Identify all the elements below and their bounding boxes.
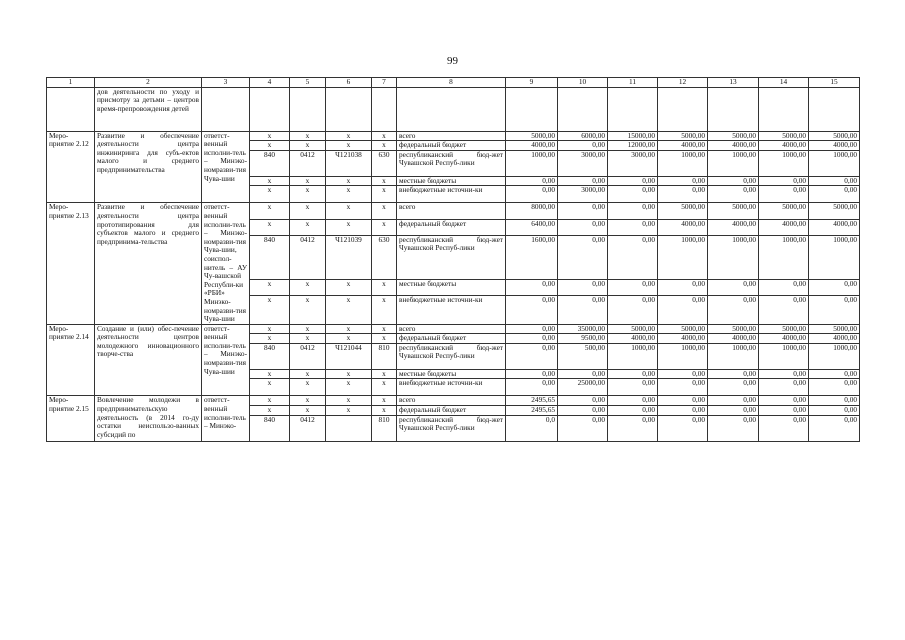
- amount-cell: 0,00: [809, 186, 860, 203]
- code-cell: x: [250, 334, 290, 344]
- amount-cell: 0,00: [506, 186, 558, 203]
- header-cell: 1: [47, 78, 95, 88]
- amount-cell: 0,00: [558, 141, 608, 151]
- header-cell: 10: [558, 78, 608, 88]
- amount-cell: 0,00: [608, 406, 658, 416]
- code-cell: x: [290, 186, 326, 203]
- empty-cell: [397, 87, 506, 131]
- amount-cell: 0,00: [708, 369, 759, 379]
- code-cell: x: [372, 279, 397, 295]
- amount-cell: 0,00: [809, 406, 860, 416]
- amount-cell: 0,00: [708, 415, 759, 441]
- amount-cell: 0,00: [608, 369, 658, 379]
- code-cell: x: [326, 396, 372, 406]
- code-cell: x: [290, 379, 326, 396]
- funding-source: местные бюджеты: [397, 176, 506, 186]
- amount-cell: 4000,00: [608, 334, 658, 344]
- amount-cell: 0,00: [558, 279, 608, 295]
- amount-cell: 0,00: [708, 186, 759, 203]
- code-cell: x: [326, 131, 372, 141]
- amount-cell: 0,00: [558, 203, 608, 219]
- amount-cell: 4000,00: [658, 334, 708, 344]
- amount-cell: 0,00: [759, 186, 809, 203]
- funding-source: федеральный бюджет: [397, 406, 506, 416]
- funding-source: внебюджетные источни-ки: [397, 379, 506, 396]
- amount-cell: 0,00: [658, 279, 708, 295]
- amount-cell: 0,0: [506, 415, 558, 441]
- code-cell: x: [372, 324, 397, 334]
- funding-source: республиканский бюд-жет Чувашской Респуб-лики: [397, 150, 506, 176]
- code-cell: 840: [250, 343, 290, 369]
- code-cell: x: [290, 141, 326, 151]
- code-cell: x: [290, 295, 326, 324]
- code-cell: x: [326, 186, 372, 203]
- amount-cell: 1000,00: [658, 150, 708, 176]
- table-row: [47, 324, 860, 334]
- amount-cell: 0,00: [759, 176, 809, 186]
- amount-cell: 0,00: [506, 369, 558, 379]
- amount-cell: 0,00: [759, 295, 809, 324]
- event-cell: Меро-приятие 2.13: [47, 203, 95, 324]
- amount-cell: 0,00: [658, 406, 708, 416]
- amount-cell: 6400,00: [506, 219, 558, 235]
- header-cell: 4: [250, 78, 290, 88]
- amount-cell: 0,00: [608, 219, 658, 235]
- code-cell: x: [326, 379, 372, 396]
- amount-cell: 5000,00: [809, 203, 860, 219]
- empty-cell: [658, 87, 708, 131]
- amount-cell: 2495,65: [506, 396, 558, 406]
- header-cell: 12: [658, 78, 708, 88]
- amount-cell: 0,00: [506, 176, 558, 186]
- code-cell: x: [250, 219, 290, 235]
- header-cell: 3: [202, 78, 250, 88]
- amount-cell: 1000,00: [506, 150, 558, 176]
- amount-cell: 0,00: [608, 379, 658, 396]
- page-number: 99: [447, 55, 458, 67]
- amount-cell: 0,00: [608, 186, 658, 203]
- amount-cell: 5000,00: [809, 324, 860, 334]
- amount-cell: 6000,00: [558, 131, 608, 141]
- amount-cell: 5000,00: [708, 203, 759, 219]
- code-cell: 840: [250, 415, 290, 441]
- responsible-cell: ответст-венный исполни-тель – Минэко-: [202, 396, 250, 441]
- amount-cell: 5000,00: [759, 324, 809, 334]
- code-cell: 810: [372, 343, 397, 369]
- amount-cell: 1000,00: [658, 235, 708, 279]
- table-row: [47, 87, 860, 131]
- amount-cell: 4000,00: [809, 334, 860, 344]
- table-row: [47, 131, 860, 141]
- amount-cell: 4000,00: [759, 141, 809, 151]
- amount-cell: 4000,00: [759, 219, 809, 235]
- code-cell: x: [250, 369, 290, 379]
- amount-cell: 4000,00: [809, 141, 860, 151]
- code-cell: x: [372, 379, 397, 396]
- code-cell: x: [250, 141, 290, 151]
- code-cell: x: [372, 369, 397, 379]
- empty-cell: [290, 87, 326, 131]
- amount-cell: 0,00: [506, 334, 558, 344]
- code-cell: x: [250, 186, 290, 203]
- responsible-cell: ответст-венный исполни-тель – Минэко-номразви-тия Чува-шии, соиспол-нитель – АУ Чу-вашской Республи-ки «РБИ» Минэко-номразви-тия Чува-шии: [202, 203, 250, 324]
- code-cell: 0412: [290, 343, 326, 369]
- amount-cell: 4000,00: [708, 141, 759, 151]
- amount-cell: 0,00: [506, 295, 558, 324]
- empty-cell: [202, 87, 250, 131]
- amount-cell: 9500,00: [558, 334, 608, 344]
- amount-cell: 4000,00: [708, 334, 759, 344]
- code-cell: x: [250, 176, 290, 186]
- amount-cell: 0,00: [558, 176, 608, 186]
- empty-cell: [250, 87, 290, 131]
- amount-cell: 0,00: [708, 295, 759, 324]
- code-cell: x: [250, 396, 290, 406]
- amount-cell: 0,00: [658, 295, 708, 324]
- code-cell: x: [290, 203, 326, 219]
- code-cell: x: [326, 219, 372, 235]
- code-cell: x: [372, 406, 397, 416]
- amount-cell: 4000,00: [658, 219, 708, 235]
- amount-cell: 1000,00: [759, 343, 809, 369]
- amount-cell: 3000,00: [558, 186, 608, 203]
- code-cell: x: [372, 219, 397, 235]
- amount-cell: 5000,00: [608, 324, 658, 334]
- event-cell: Меро-приятие 2.14: [47, 324, 95, 396]
- code-cell: Ч121039: [326, 235, 372, 279]
- amount-cell: 3000,00: [558, 150, 608, 176]
- amount-cell: 0,00: [809, 369, 860, 379]
- amount-cell: 4000,00: [658, 141, 708, 151]
- amount-cell: 0,00: [759, 369, 809, 379]
- header-row: [47, 78, 860, 88]
- amount-cell: 12000,00: [608, 141, 658, 151]
- code-cell: x: [372, 295, 397, 324]
- code-cell: x: [290, 131, 326, 141]
- empty-cell: [558, 87, 608, 131]
- budget-table: [46, 77, 860, 442]
- event-description: Создание и (или) обес-печение деятельности центров молодежного инновационного творче-ства: [95, 324, 202, 396]
- code-cell: x: [290, 279, 326, 295]
- event-cell: Меро-приятие 2.12: [47, 131, 95, 203]
- event-description: Развитие и обеспечение деятельности центра инжиниринга для субъ-ектов малого и среднего предпринимательства: [95, 131, 202, 203]
- amount-cell: 5000,00: [759, 131, 809, 141]
- amount-cell: 35000,00: [558, 324, 608, 334]
- amount-cell: 0,00: [558, 369, 608, 379]
- amount-cell: 1000,00: [809, 235, 860, 279]
- continuation-desc: дов деятельности по уходу и присмотру за детьми – центров время-препровождения детей: [95, 87, 202, 131]
- amount-cell: 0,00: [658, 176, 708, 186]
- amount-cell: 0,00: [658, 369, 708, 379]
- table-row: [47, 203, 860, 219]
- amount-cell: 0,00: [506, 324, 558, 334]
- amount-cell: 5000,00: [708, 324, 759, 334]
- funding-source: внебюджетные источни-ки: [397, 186, 506, 203]
- event-cell: [47, 87, 95, 131]
- amount-cell: 1000,00: [708, 235, 759, 279]
- funding-source: всего: [397, 131, 506, 141]
- event-cell: Меро-приятие 2.15: [47, 396, 95, 441]
- code-cell: x: [326, 203, 372, 219]
- code-cell: x: [290, 396, 326, 406]
- amount-cell: 0,00: [759, 415, 809, 441]
- header-cell: 15: [809, 78, 860, 88]
- funding-source: всего: [397, 396, 506, 406]
- code-cell: Ч121038: [326, 150, 372, 176]
- code-cell: x: [250, 131, 290, 141]
- code-cell: x: [326, 279, 372, 295]
- code-cell: x: [250, 279, 290, 295]
- amount-cell: 0,00: [708, 406, 759, 416]
- amount-cell: 0,00: [608, 415, 658, 441]
- code-cell: x: [372, 203, 397, 219]
- code-cell: x: [326, 406, 372, 416]
- funding-source: федеральный бюджет: [397, 334, 506, 344]
- amount-cell: 0,00: [759, 379, 809, 396]
- code-cell: Ч121044: [326, 343, 372, 369]
- amount-cell: 8000,00: [506, 203, 558, 219]
- responsible-cell: ответст-венный исполни-тель – Минэко-номразви-тия Чува-шии: [202, 324, 250, 396]
- amount-cell: 0,00: [558, 295, 608, 324]
- header-cell: 8: [397, 78, 506, 88]
- code-cell: 0412: [290, 150, 326, 176]
- amount-cell: 0,00: [506, 279, 558, 295]
- code-cell: x: [372, 334, 397, 344]
- code-cell: x: [290, 406, 326, 416]
- code-cell: x: [372, 131, 397, 141]
- funding-source: всего: [397, 324, 506, 334]
- funding-source: внебюджетные источни-ки: [397, 295, 506, 324]
- funding-source: республиканский бюд-жет Чувашской Респуб-лики: [397, 235, 506, 279]
- amount-cell: 0,00: [506, 343, 558, 369]
- amount-cell: 1000,00: [809, 150, 860, 176]
- code-cell: [326, 415, 372, 441]
- amount-cell: 0,00: [608, 203, 658, 219]
- amount-cell: 4000,00: [759, 334, 809, 344]
- event-description: Развитие и обеспечение деятельности центра прототипирования для субъектов малого и среднего предпринима-тельства: [95, 203, 202, 324]
- amount-cell: 0,00: [608, 396, 658, 406]
- funding-source: местные бюджеты: [397, 369, 506, 379]
- header-cell: 14: [759, 78, 809, 88]
- amount-cell: 25000,00: [558, 379, 608, 396]
- code-cell: x: [372, 141, 397, 151]
- amount-cell: 1000,00: [809, 343, 860, 369]
- amount-cell: 0,00: [558, 219, 608, 235]
- amount-cell: 5000,00: [658, 324, 708, 334]
- amount-cell: 1000,00: [708, 343, 759, 369]
- amount-cell: 0,00: [558, 415, 608, 441]
- amount-cell: 0,00: [506, 379, 558, 396]
- amount-cell: 5000,00: [759, 203, 809, 219]
- code-cell: x: [326, 369, 372, 379]
- code-cell: x: [290, 369, 326, 379]
- code-cell: x: [290, 219, 326, 235]
- code-cell: x: [372, 176, 397, 186]
- amount-cell: 5000,00: [506, 131, 558, 141]
- amount-cell: 15000,00: [608, 131, 658, 141]
- empty-cell: [506, 87, 558, 131]
- empty-cell: [372, 87, 397, 131]
- header-cell: 6: [326, 78, 372, 88]
- code-cell: x: [326, 295, 372, 324]
- responsible-cell: ответст-венный исполни-тель – Минэко-номразви-тия Чува-шии: [202, 131, 250, 203]
- code-cell: x: [290, 324, 326, 334]
- code-cell: 0412: [290, 415, 326, 441]
- amount-cell: 0,00: [608, 295, 658, 324]
- amount-cell: 0,00: [809, 295, 860, 324]
- amount-cell: 4000,00: [809, 219, 860, 235]
- empty-cell: [608, 87, 658, 131]
- code-cell: 630: [372, 150, 397, 176]
- amount-cell: 0,00: [658, 186, 708, 203]
- header-cell: 13: [708, 78, 759, 88]
- amount-cell: 0,00: [558, 396, 608, 406]
- header-cell: 7: [372, 78, 397, 88]
- code-cell: x: [326, 141, 372, 151]
- code-cell: 630: [372, 235, 397, 279]
- code-cell: x: [326, 176, 372, 186]
- funding-source: федеральный бюджет: [397, 141, 506, 151]
- amount-cell: 0,00: [708, 396, 759, 406]
- amount-cell: 0,00: [658, 415, 708, 441]
- amount-cell: 0,00: [658, 379, 708, 396]
- empty-cell: [326, 87, 372, 131]
- amount-cell: 0,00: [759, 279, 809, 295]
- code-cell: x: [250, 406, 290, 416]
- code-cell: x: [326, 324, 372, 334]
- funding-source: местные бюджеты: [397, 279, 506, 295]
- amount-cell: 0,00: [558, 406, 608, 416]
- amount-cell: 4000,00: [708, 219, 759, 235]
- header-cell: 5: [290, 78, 326, 88]
- code-cell: x: [250, 295, 290, 324]
- amount-cell: 0,00: [809, 379, 860, 396]
- header-cell: 2: [95, 78, 202, 88]
- amount-cell: 0,00: [708, 379, 759, 396]
- amount-cell: 2495,65: [506, 406, 558, 416]
- header-cell: 9: [506, 78, 558, 88]
- amount-cell: 1000,00: [759, 150, 809, 176]
- amount-cell: 0,00: [658, 396, 708, 406]
- table-row: [47, 396, 860, 406]
- amount-cell: 1000,00: [608, 343, 658, 369]
- amount-cell: 4000,00: [506, 141, 558, 151]
- amount-cell: 0,00: [759, 396, 809, 406]
- amount-cell: 5000,00: [809, 131, 860, 141]
- code-cell: x: [326, 334, 372, 344]
- amount-cell: 3000,00: [608, 150, 658, 176]
- amount-cell: 1600,00: [506, 235, 558, 279]
- code-cell: x: [372, 186, 397, 203]
- empty-cell: [708, 87, 759, 131]
- amount-cell: 0,00: [809, 396, 860, 406]
- amount-cell: 0,00: [809, 279, 860, 295]
- amount-cell: 0,00: [809, 176, 860, 186]
- amount-cell: 5000,00: [708, 131, 759, 141]
- amount-cell: 1000,00: [658, 343, 708, 369]
- amount-cell: 0,00: [809, 415, 860, 441]
- code-cell: x: [290, 334, 326, 344]
- funding-source: республиканский бюд-жет Чувашской Респуб-лики: [397, 415, 506, 441]
- code-cell: 810: [372, 415, 397, 441]
- header-cell: 11: [608, 78, 658, 88]
- amount-cell: 500,00: [558, 343, 608, 369]
- code-cell: x: [250, 324, 290, 334]
- amount-cell: 0,00: [608, 235, 658, 279]
- empty-cell: [809, 87, 860, 131]
- amount-cell: 0,00: [759, 406, 809, 416]
- code-cell: x: [250, 203, 290, 219]
- amount-cell: 5000,00: [658, 131, 708, 141]
- amount-cell: 0,00: [708, 279, 759, 295]
- funding-source: федеральный бюджет: [397, 219, 506, 235]
- code-cell: x: [250, 379, 290, 396]
- amount-cell: 0,00: [708, 176, 759, 186]
- code-cell: x: [372, 396, 397, 406]
- funding-source: всего: [397, 203, 506, 219]
- event-description: Вовлечение молодежи в предпринимательскую деятельность (в 2014 го-ду остатки неиспользо-ванных субсидий по: [95, 396, 202, 441]
- code-cell: x: [290, 176, 326, 186]
- amount-cell: 0,00: [558, 235, 608, 279]
- code-cell: 840: [250, 150, 290, 176]
- code-cell: 840: [250, 235, 290, 279]
- amount-cell: 1000,00: [708, 150, 759, 176]
- amount-cell: 1000,00: [759, 235, 809, 279]
- amount-cell: 0,00: [608, 279, 658, 295]
- amount-cell: 0,00: [608, 176, 658, 186]
- empty-cell: [759, 87, 809, 131]
- amount-cell: 5000,00: [658, 203, 708, 219]
- code-cell: 0412: [290, 235, 326, 279]
- funding-source: республиканский бюд-жет Чувашской Респуб-лики: [397, 343, 506, 369]
